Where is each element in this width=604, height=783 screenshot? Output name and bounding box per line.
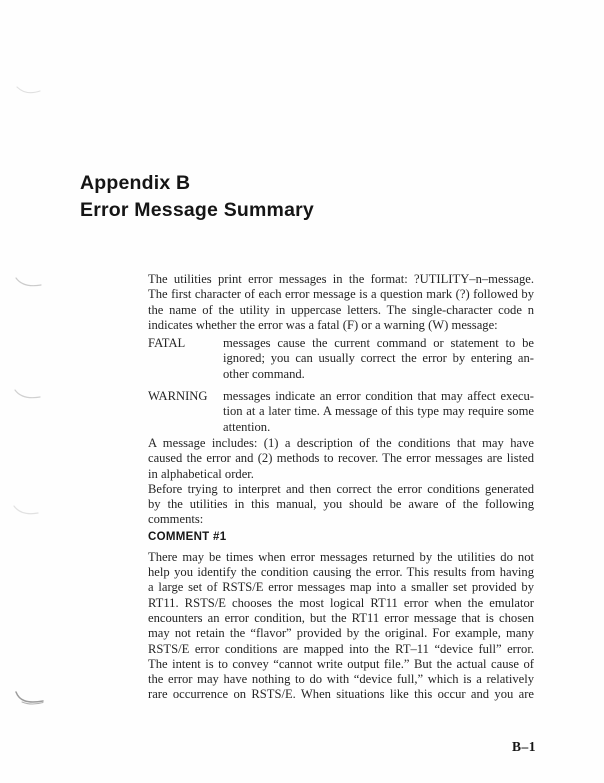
intro-paragraph xyxy=(148,272,534,333)
text-line: indicates whether the error was a fatal (F) or a warning (W) message: xyxy=(148,317,498,332)
text-line: The first character of each error message is a question mark (?) followed by xyxy=(148,287,534,302)
text-line: Before trying to interpret and then correct the error conditions generated xyxy=(148,481,534,496)
definition-term: FATAL xyxy=(148,336,186,351)
text-line: help you identify the condition causing the error. This results from having xyxy=(148,565,534,580)
text-line: other command. xyxy=(223,366,305,381)
appendix-title: Appendix B xyxy=(80,172,191,194)
text-line: RT11. RSTS/E chooses the most logical RT11 error when the emulator xyxy=(148,595,534,610)
text-line: rare occurrence on RSTS/E. When situations like this occur and you are xyxy=(148,687,534,702)
text-line: messages indicate an error condition that may affect execu- xyxy=(223,389,534,404)
text-line: the name of the utility in uppercase letters. The single-character code n xyxy=(148,302,534,317)
definition-body xyxy=(223,389,534,435)
text-line: a large set of RSTS/E error messages map into a smaller set provided by xyxy=(148,580,534,595)
definition-body xyxy=(223,336,534,382)
text-line: messages cause the current command or statement to be xyxy=(223,336,534,351)
text-line: attention. xyxy=(223,419,271,434)
text-line: A message includes: (1) a description of the conditions that may have xyxy=(148,435,534,450)
scan-artifact-mark xyxy=(15,276,43,289)
page-number: B–1 xyxy=(512,739,537,754)
before-trying-paragraph xyxy=(148,482,534,528)
message-includes-paragraph xyxy=(148,436,534,482)
scan-artifact-mark xyxy=(12,503,40,517)
comment-1-heading: COMMENT #1 xyxy=(148,530,227,543)
text-line: The intent is to convey “cannot write output file.” But the actual cause of xyxy=(148,656,534,671)
text-line: encounters an error condition, but the RT11 error message that is chosen xyxy=(148,610,534,625)
text-line: caused the error and (2) methods to recover. The error messages are listed xyxy=(148,451,534,466)
text-line: RSTS/E error conditions are mapped into the RT–11 “device full” error. xyxy=(148,641,534,656)
appendix-subtitle: Error Message Summary xyxy=(80,199,314,221)
definition-term: WARNING xyxy=(148,389,208,404)
text-line: in alphabetical order. xyxy=(148,466,254,481)
scan-artifact-mark xyxy=(14,388,42,401)
fatal-definition xyxy=(148,336,534,382)
warning-definition xyxy=(148,389,534,435)
text-line: The utilities print error messages in the format: ?UTILITY–n–message. xyxy=(148,272,534,286)
body-text-column xyxy=(148,272,534,703)
scan-artifact-mark xyxy=(16,84,42,96)
text-line: tion at a later time. A message of this type may require some xyxy=(223,404,534,419)
text-line: by the utilities in this manual, you should be aware of the following xyxy=(148,497,534,512)
text-line: ignored; you can usually correct the error by entering an- xyxy=(223,351,534,366)
text-line: may not retain the “flavor” provided by the original. For example, many xyxy=(148,626,534,641)
comment-1-paragraph xyxy=(148,550,534,703)
appendix-title-block xyxy=(80,170,314,224)
text-line: There may be times when error messages returned by the utilities do not xyxy=(148,549,534,564)
text-line: the error may have nothing to do with “device full,” which is a relatively xyxy=(148,672,534,687)
text-line: comments: xyxy=(148,512,204,527)
scan-artifact-mark xyxy=(14,690,46,706)
